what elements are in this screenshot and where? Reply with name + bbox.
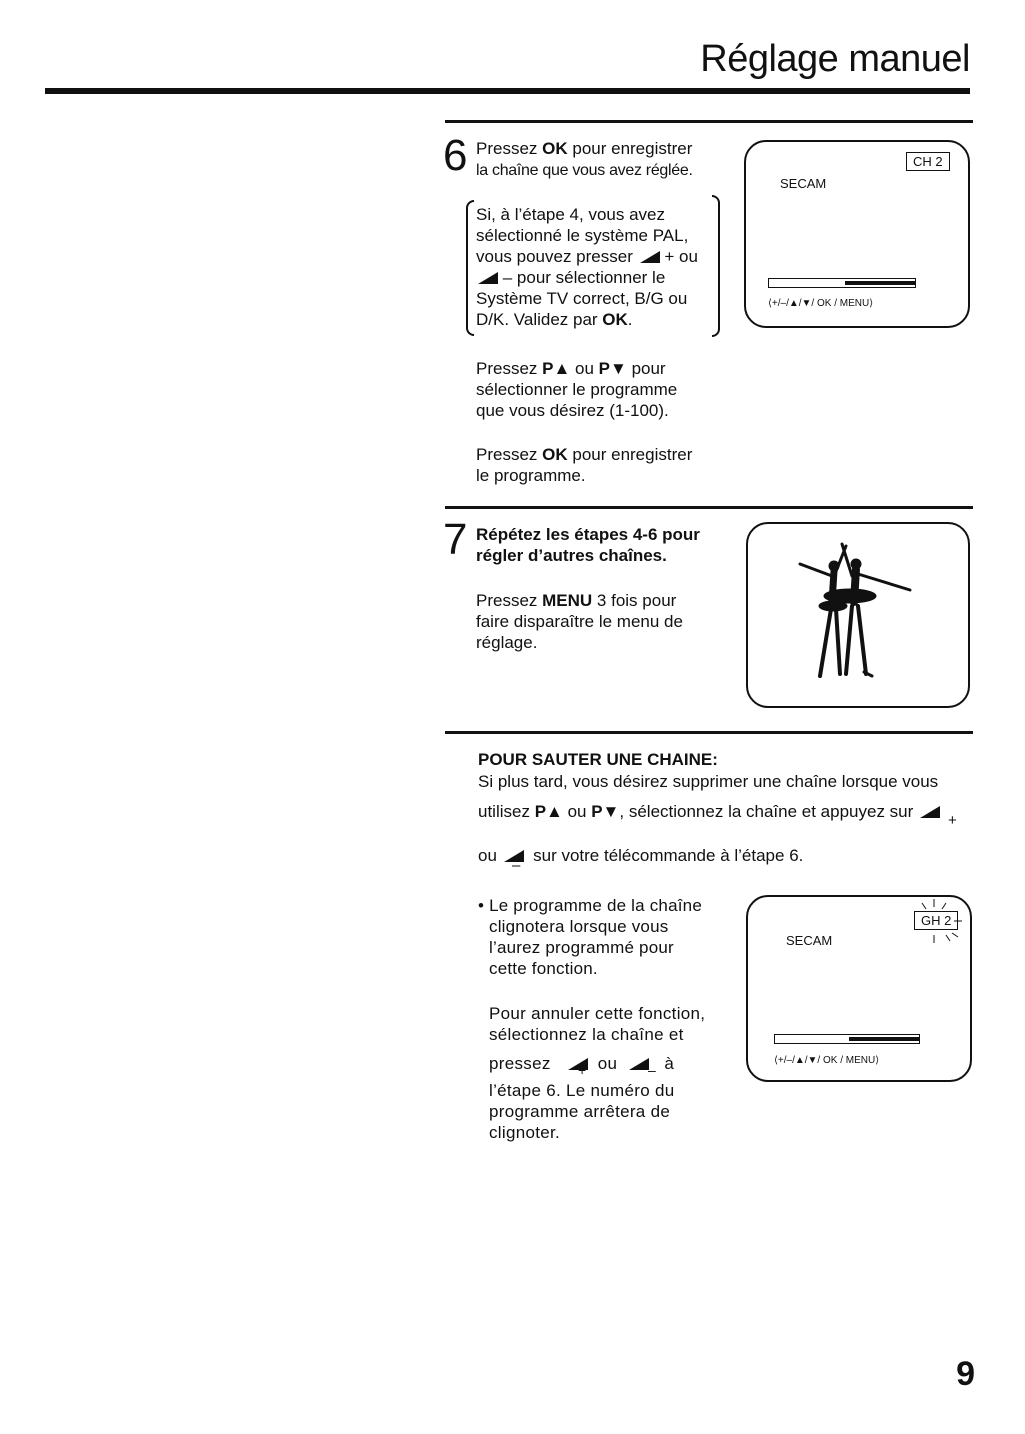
step7-rule: [445, 506, 973, 509]
key-hint: ⟨+/–/▲/▼/ OK / MENU⟩: [768, 298, 874, 309]
tv-system-label: SECAM: [786, 933, 833, 948]
skip-bullet: • Le programme de la chaîne clignotera lorsque vous l’aurez programmé pour cette fonction.: [478, 896, 702, 978]
skip-rule: [445, 731, 973, 734]
skip-line3: ou sur votre télécommande à l’étape 6.: [478, 846, 804, 865]
page-number: 9: [956, 1355, 975, 1393]
ballet-dancers-image: [748, 524, 968, 706]
step6-number: 6: [443, 131, 468, 180]
step6-para3: Pressez OK pour enregistrer le programme.: [476, 445, 693, 485]
plus-sign: +: [948, 812, 957, 829]
step6-line2: la chaîne que vous avez réglée.: [476, 162, 693, 179]
step7-number: 7: [443, 515, 468, 564]
step6-rule: [445, 120, 973, 123]
volume-icon: [638, 249, 660, 263]
skip-line1: Si plus tard, vous désirez supprimer une chaîne lorsque vous: [478, 772, 939, 791]
note-bracket-right: [712, 195, 720, 337]
minus-sign: –: [648, 1062, 656, 1078]
step6-note: Si, à l’étape 4, vous avez sélectionné le système PAL, vous pouvez presser + ou – pour sélectionner le Système TV correct, B/G ou D/K. Validez par OK.: [476, 205, 698, 329]
key-hint: ⟨+/–/▲/▼/ OK / MENU⟩: [774, 1055, 880, 1066]
skip-heading: POUR SAUTER UNE CHAINE:: [478, 750, 718, 769]
note-bracket-left: [466, 200, 474, 336]
skip-line2: utilisez P▲ ou P▼, sélectionnez la chaîne et appuyez sur: [478, 801, 940, 822]
tv-screen-step7: [746, 522, 970, 708]
plus-sign: +: [578, 1062, 587, 1078]
step7-instruction: Répétez les étapes 4-6 pour régler d’autres chaînes.: [476, 525, 700, 565]
channel-label-blinking: GH 2: [914, 911, 958, 930]
minus-sign: –: [512, 857, 521, 874]
channel-label: CH 2: [906, 152, 950, 171]
page-title: Réglage manuel: [700, 38, 970, 80]
volume-up-icon: [918, 804, 940, 818]
step6-para2: Pressez P▲ ou P▼ pour sélectionner le programme que vous désirez (1-100).: [476, 359, 678, 420]
volume-down-icon: [627, 1056, 649, 1070]
step6-line1: Pressez OK pour enregistrer: [476, 139, 693, 158]
step7-para: Pressez MENU 3 fois pour faire disparaître le menu de réglage.: [476, 591, 683, 652]
tuning-bar: [768, 278, 916, 288]
tv-screen-step6: [744, 140, 970, 328]
skip-cancel: Pour annuler cette fonction, sélectionnez la chaîne et pressez ou à l’étape 6. Le numéro du programme arrêtera de clignoter.: [489, 1004, 706, 1142]
header-rule: [45, 88, 970, 94]
tuning-bar: [774, 1034, 920, 1044]
volume-icon: [476, 270, 498, 284]
tv-screen-skip: [746, 895, 972, 1082]
tv-system-label: SECAM: [780, 176, 827, 191]
